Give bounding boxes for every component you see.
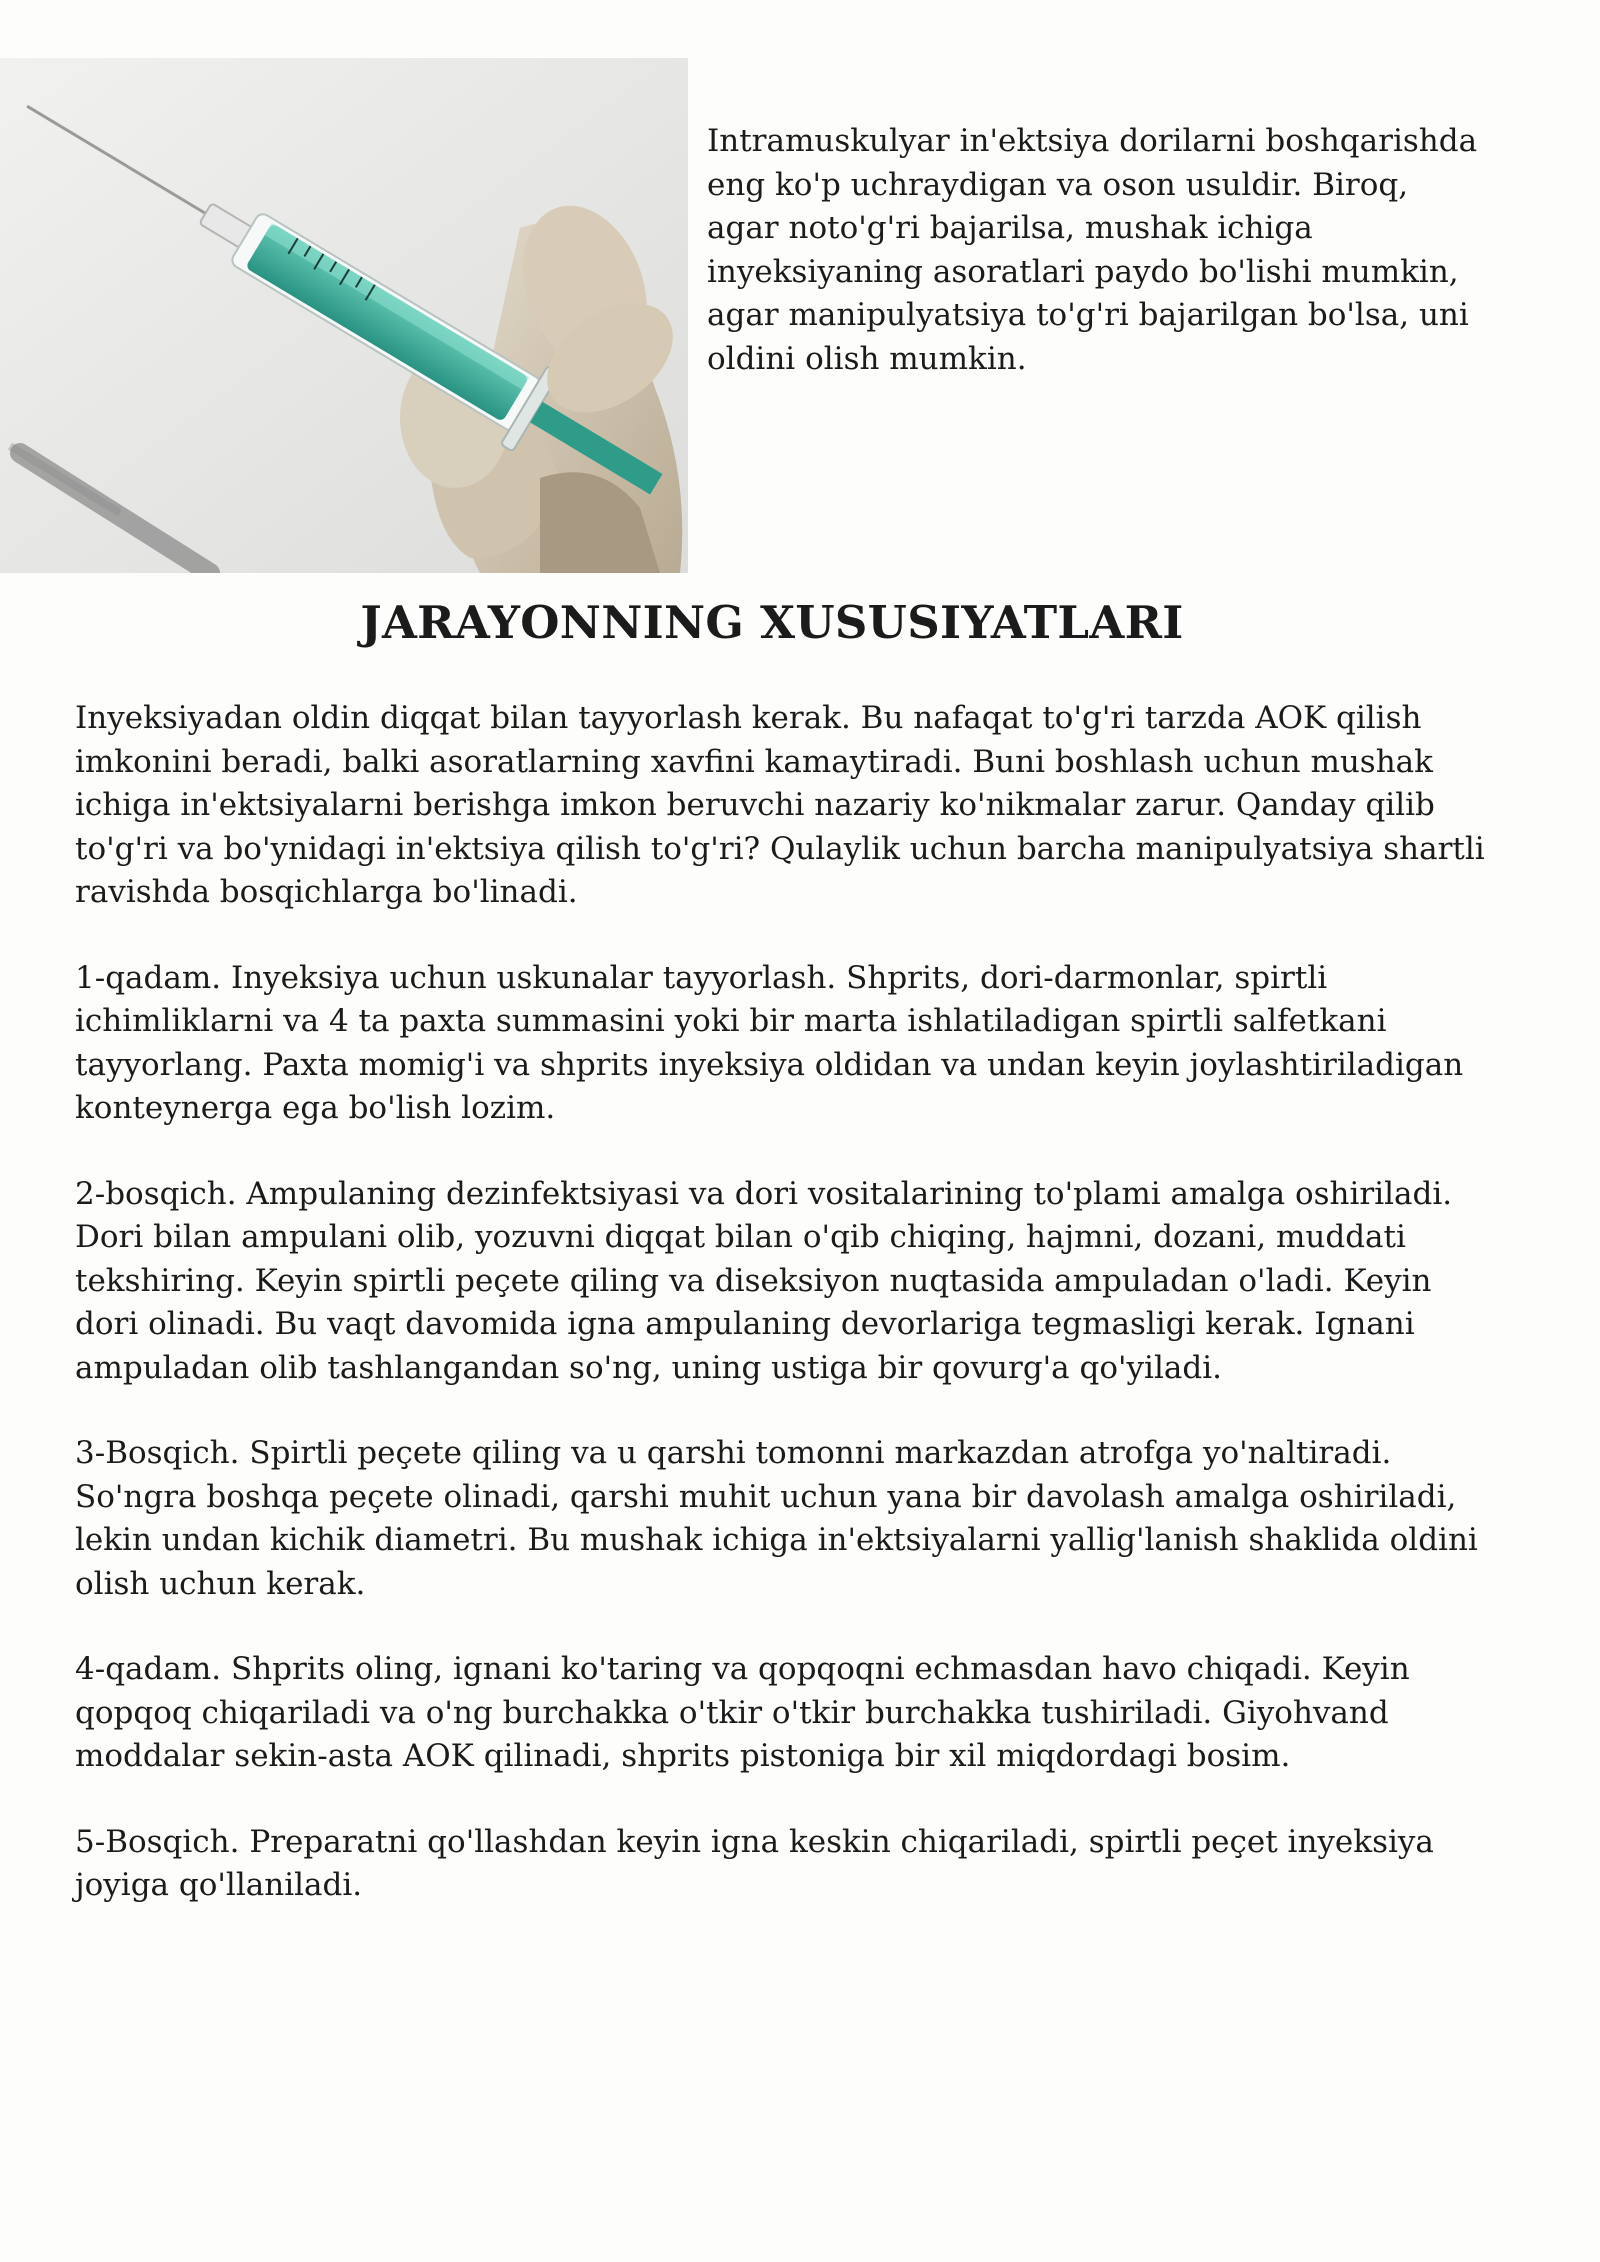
section-heading: JARAYONNING XUSUSIYATLARI: [360, 596, 1184, 649]
paragraph-step-4: 4-qadam. Shprits oling, ignani ko'taring va qopqoqni echmasdan havo chiqadi. Keyin qopqoq chiqariladi va o'ng burchakka o'tkir o'tkir burchakka tushiriladi. Giyohvand moddalar sekin-asta AOK qilinadi, shprits pistoniga bir xil miqdordagi bosim.: [75, 1651, 1410, 1774]
intro-paragraph: Intramuskulyar in'ektsiya dorilarni boshqarishda eng ko'p uchraydigan va oson usuldir. Biroq, agar noto'g'ri bajarilsa, mushak ichiga inyeksiyaning asoratlari paydo bo'lishi mumkin, agar manipulyatsiya to'g'ri bajarilgan bo'lsa, uni oldini olish mumkin.: [707, 123, 1478, 377]
paragraph-step-1: 1-qadam. Inyeksiya uchun uskunalar tayyorlash. Shprits, dori-darmonlar, spirtli ichimliklarni va 4 ta paxta summasini yoki bir marta ishlatiladigan spirtli salfetkani tayyorlang. Paxta momig'i va shprits inyeksiya oldidan va undan keyin joylashtiriladigan konteynerga ega bo'lish lozim.: [75, 959, 1464, 1126]
paragraph-step-2: 2-bosqich. Ampulaning dezinfektsiyasi va dori vositalarining to'plami amalga oshiriladi. Dori bilan ampulani olib, yozuvni diqqat bilan o'qib chiqing, hajmni, dozani, muddati tekshiring. Keyin spirtli peçete qiling va diseksiyon nuqtasida ampuladan o'ladi. Keyin dori olinadi. Bu vaqt davomida igna ampulaning devorlariga tegmasligi kerak. Ignani ampuladan olib tashlangandan so'ng, uning ustiga bir qovurg'a qo'yiladi.: [75, 1175, 1453, 1386]
paragraph-preparation: Inyeksiyadan oldin diqqat bilan tayyorlash kerak. Bu nafaqat to'g'ri tarzda AOK qilish imkonini beradi, balki asoratlarning xavfini kamaytiradi. Buni boshlash uchun mushak ichiga in'ektsiyalarni berishga imkon beruvchi nazariy ko'nikmalar zarur. Qanday qilib to'g'ri va bo'ynidagi in'ektsiya qilish to'g'ri? Qulaylik uchun barcha manipulyatsiya shartli ravishda bosqichlarga bo'linadi.: [75, 700, 1485, 910]
paragraph-step-5: 5-Bosqich. Preparatni qo'llashdan keyin igna keskin chiqariladi, spirtli peçet inyeksiya joyiga qo'llaniladi.: [75, 1823, 1434, 1903]
article-body: [75, 697, 1495, 1950]
syringe-illustration: [0, 58, 688, 573]
syringe-photo: [0, 58, 688, 573]
paragraph-step-3: 3-Bosqich. Spirtli peçete qiling va u qarshi tomonni markazdan atrofga yo'naltiradi. So'ngra boshqa peçete olinadi, qarshi muhit uchun yana bir davolash amalga oshiriladi, lekin undan kichik diametri. Bu mushak ichiga in'ektsiyalarni yallig'lanish shaklida oldini olish uchun kerak.: [75, 1435, 1478, 1602]
